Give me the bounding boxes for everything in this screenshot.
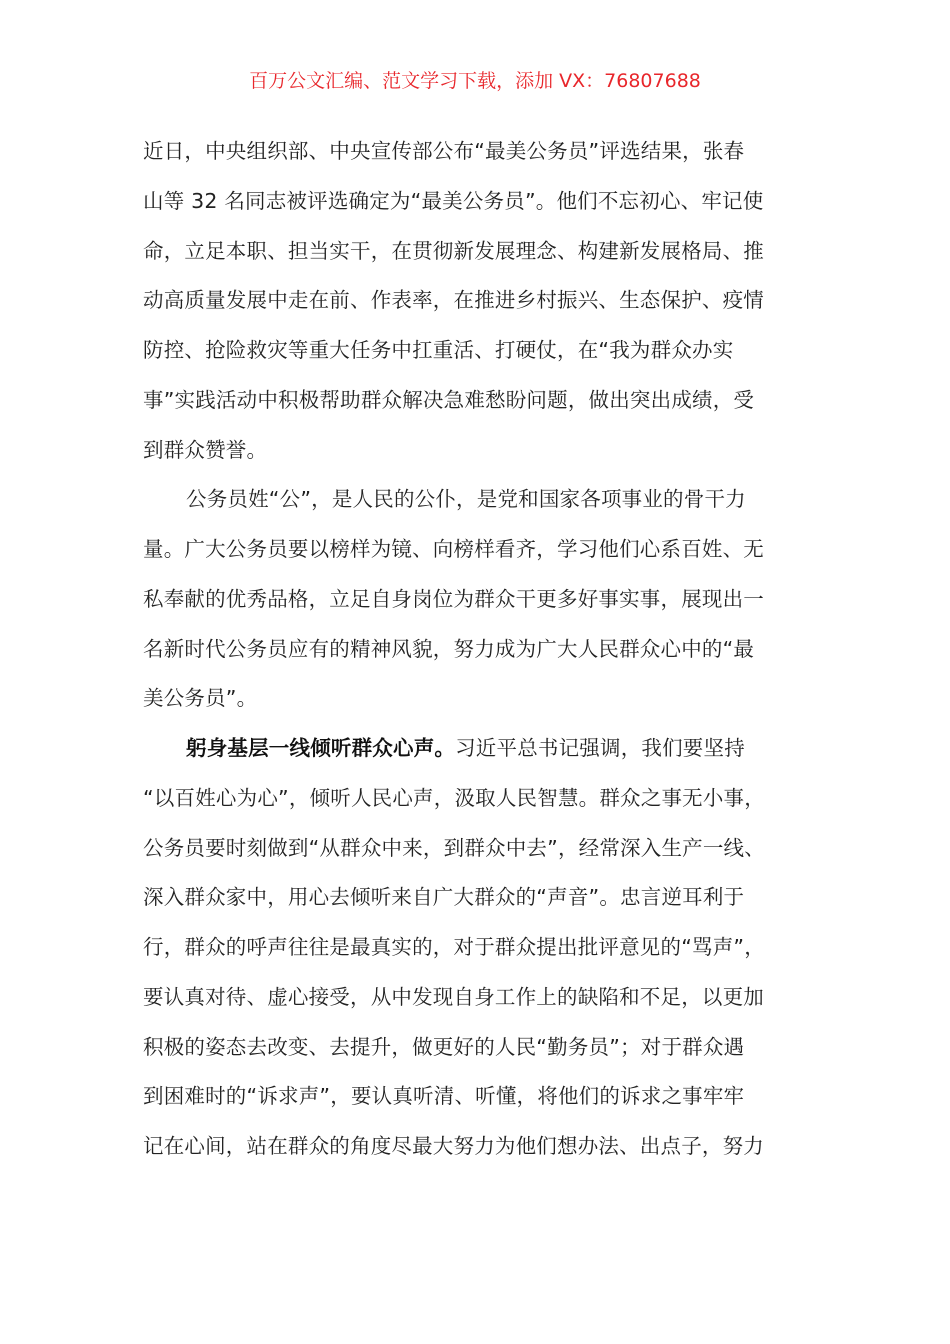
- text-line: 要认真对待、虚心接受，从中发现自身工作上的缺陷和不足，以更加: [143, 984, 764, 1009]
- text-line: 公务员姓“公”，是人民的公仆，是党和国家各项事业的骨干力: [186, 487, 746, 512]
- paragraph-1: [143, 137, 823, 485]
- text-line: 私奉献的优秀品格，立足自身岗位为群众干更多好事实事，展现出一: [143, 586, 764, 611]
- text-line: 行，群众的呼声往往是最真实的，对于群众提出批评意见的“骂声”，: [143, 935, 765, 959]
- text-line: 动高质量发展中走在前、作表率，在推进乡村振兴、生态保护、疫情: [143, 288, 764, 313]
- text-line: [143, 734, 823, 784]
- text-line: 事”实践活动中积极帮助群众解决急难愁盼问题，做出突出成绩，受: [143, 387, 755, 412]
- text-line: 到群众赞誉。: [143, 437, 268, 462]
- paragraph-2: [143, 485, 823, 734]
- text-line: 量。广大公务员要以榜样为镜、向榜样看齐，学习他们心系百姓、无: [143, 537, 764, 561]
- text-line: 深入群众家中，用心去倾听来自广大群众的“声音”。忠言逆耳利于: [143, 885, 745, 910]
- bold-lead-sentence: 躬身基层一线倾听群众心声。: [186, 736, 456, 760]
- text-line: 记在心间，站在群众的角度尽最大努力为他们想办法、出点子，努力: [143, 1134, 764, 1158]
- text-line: 积极的姿态去改变、去提升，做更好的人民“勤务员”；对于群众遇: [143, 1034, 745, 1059]
- text-line: 名新时代公务员应有的精神风貌，努力成为广大人民群众心中的“最: [143, 636, 755, 661]
- text-span: 习近平总书记强调，我们要坚持: [455, 736, 745, 760]
- text-line: 美公务员”。: [143, 686, 258, 711]
- text-line: 山等 32 名同志被评选确定为“最美公务员”。他们不忘初心、牢记使: [143, 188, 764, 213]
- text-line: 命，立足本职、担当实干，在贯彻新发展理念、构建新发展格局、推: [143, 238, 764, 263]
- text-line: 到困难时的“诉求声”，要认真听清、听懂，将他们的诉求之事牢牢: [143, 1084, 745, 1109]
- text-line: 近日，中央组织部、中央宣传部公布“最美公务员”评选结果，张春: [143, 139, 745, 163]
- text-line: 防控、抢险救灾等重大任务中扛重活、打硬仗，在“我为群众办实: [143, 338, 734, 362]
- document-body: [143, 137, 823, 1182]
- watermark-header: 百万公文汇编、范文学习下载，添加 VX：76807688: [249, 70, 701, 92]
- paragraph-3: [143, 734, 823, 1182]
- text-line: 公务员要时刻做到“从群众中来，到群众中去”，经常深入生产一线、: [143, 835, 765, 860]
- text-line: “以百姓心为心”，倾听人民心声，汲取人民智慧。群众之事无小事，: [143, 785, 765, 810]
